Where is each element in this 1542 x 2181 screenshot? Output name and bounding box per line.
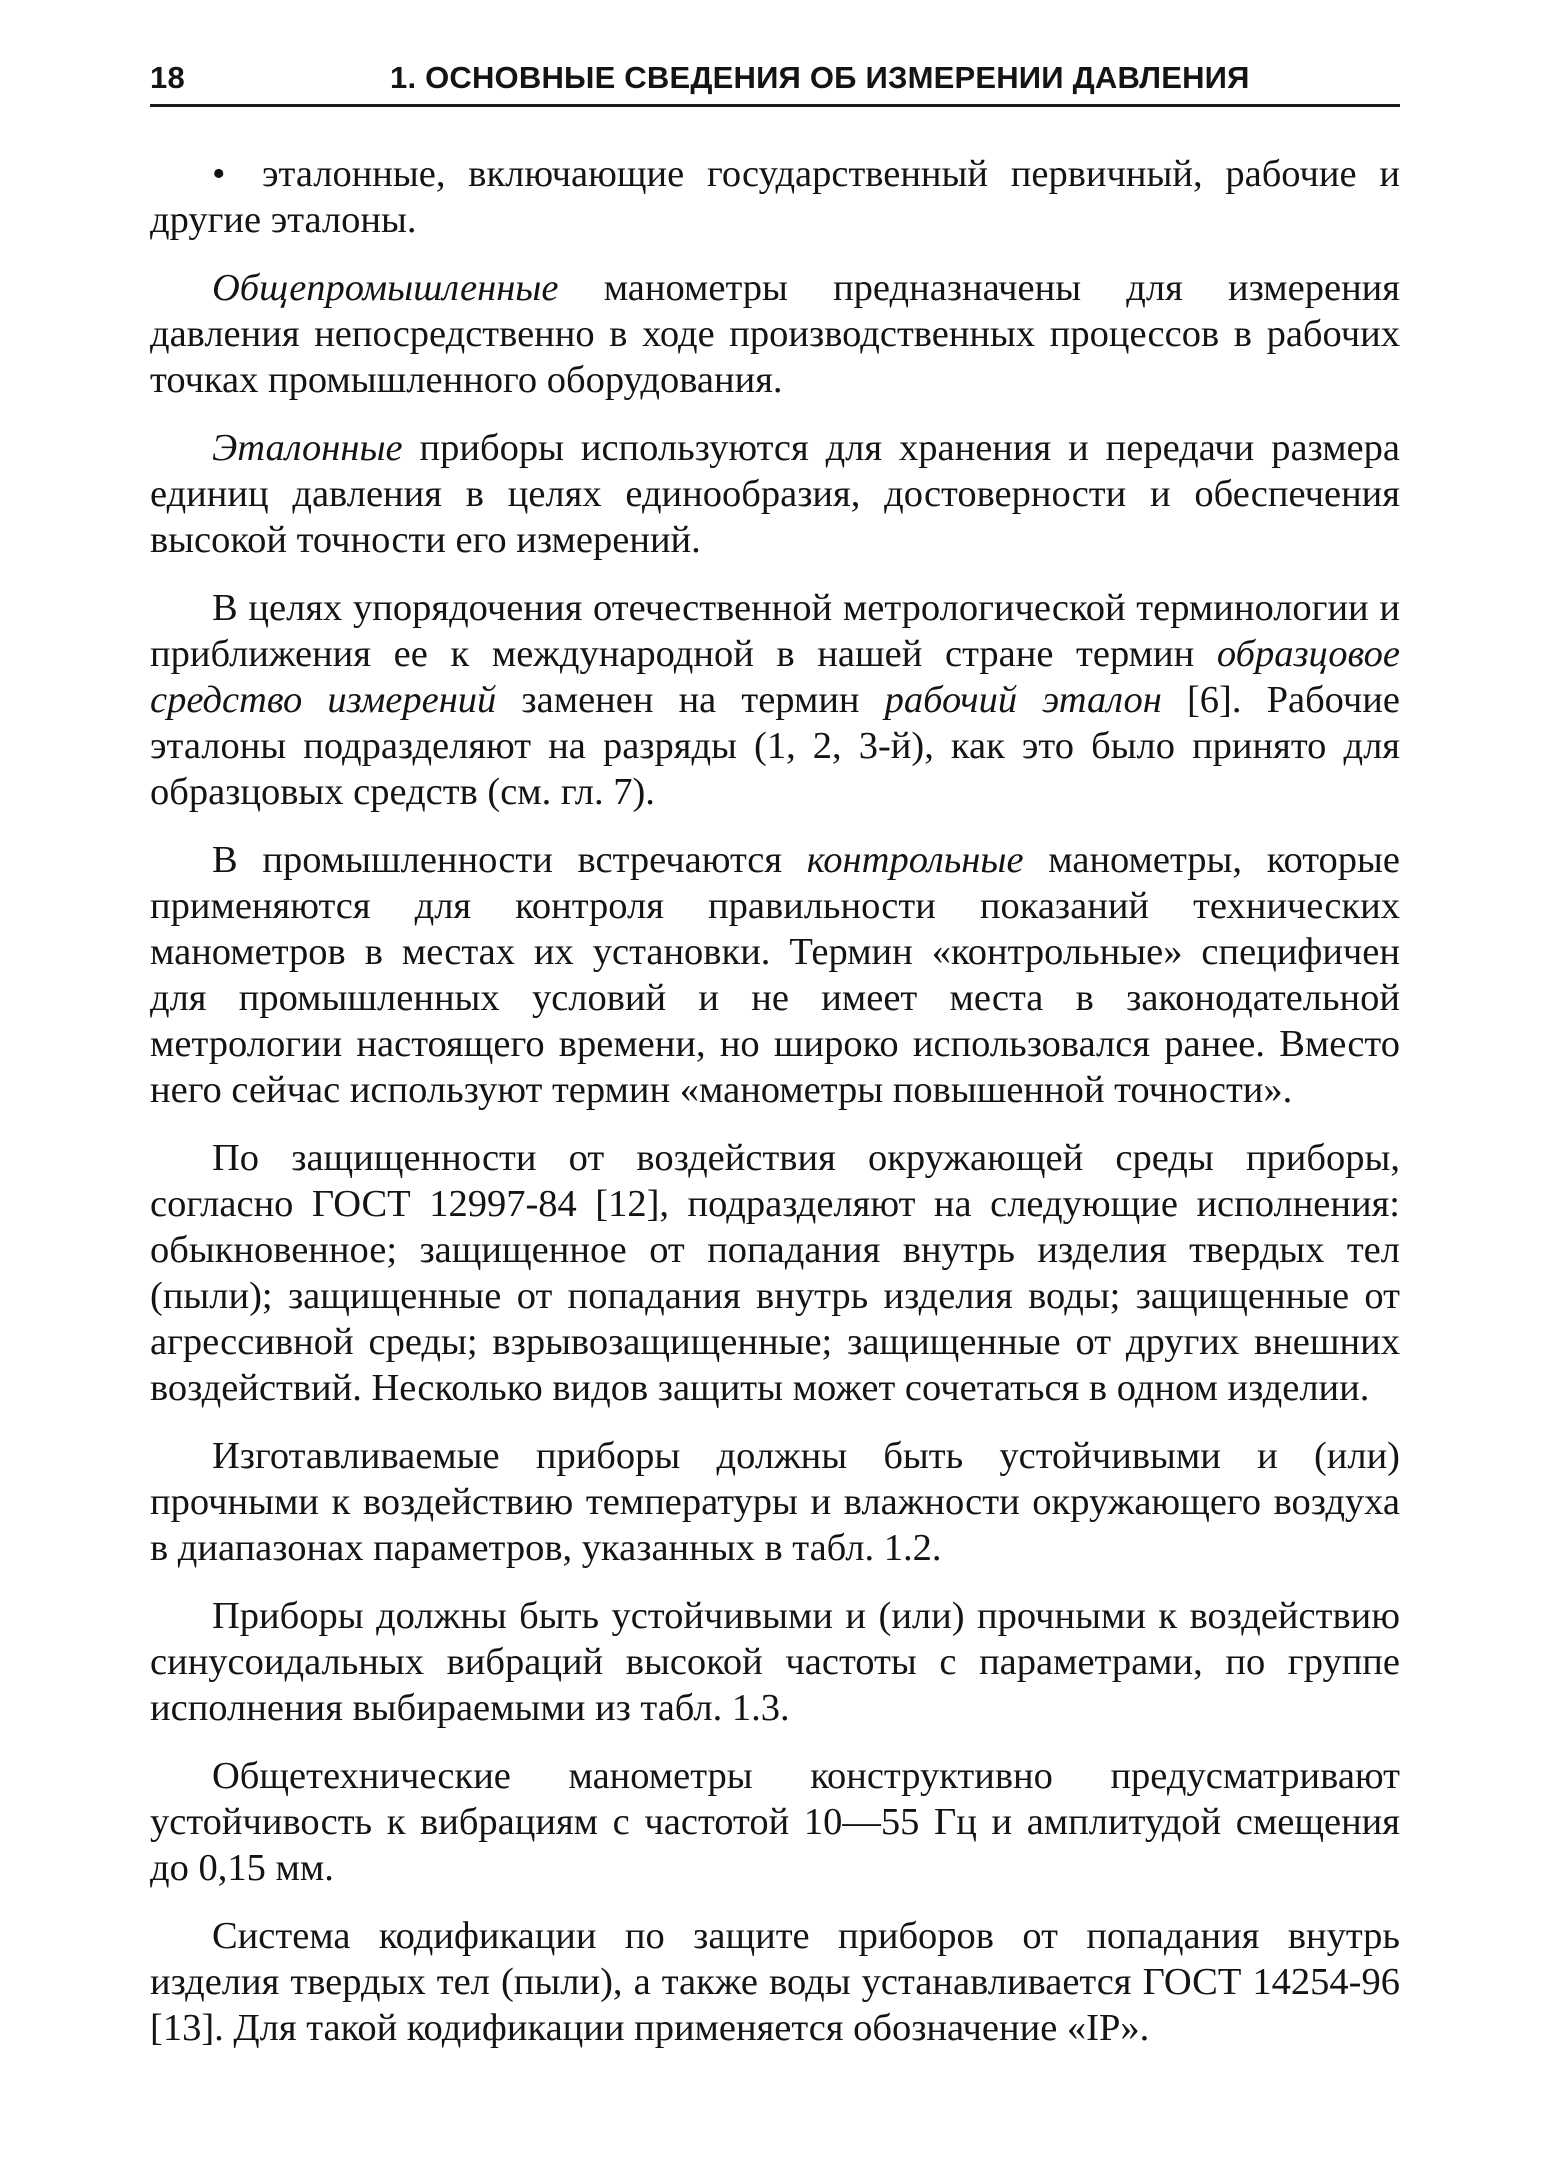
paragraph-control-gauges <box>150 837 1400 1113</box>
term-working-standard: рабочий эталон <box>884 679 1162 721</box>
term-control: контрольные <box>806 839 1024 881</box>
bullet-text: эталонные, включающие государственный первичный, рабочие и другие эталоны. <box>150 153 1400 241</box>
paragraph-general-technical: Общетехнические манометры конструктивно предусматривают устойчивость к вибрациям с частотой 10—55 Гц и амплитудой смещения до 0,15 мм. <box>150 1755 1400 1889</box>
paragraph-text: заменен на термин <box>496 679 885 721</box>
term-general-industrial: Общепромышленные <box>212 267 559 309</box>
paragraph-text: манометры, которые применяются для контроля правильности показаний технических манометров в местах их установки. Термин «контрольные» специфичен для промышленных условий и не имеет места в законодательной метрологии настоящего времени, но широко использовался ранее. Вместо него сейчас используют термин «манометры повышенной точности». <box>150 839 1401 1111</box>
paragraph-text: В промышленности встречаются <box>212 839 807 881</box>
term-reference: Эталонные <box>212 427 403 469</box>
paragraph-text: В целях упорядочения отечественной метрологической терминологии и приближения ее к международной в нашей стране термин <box>150 587 1400 675</box>
bullet-item <box>150 151 1400 243</box>
paragraph-ip-codification: Система кодификации по защите приборов от попадания внутрь изделия твердых тел (пыли), а также воды устанавливается ГОСТ 14254-96 [13]. Для такой кодификации применяется обозначение «IP». <box>150 1915 1400 2049</box>
page-body <box>150 151 1400 2051</box>
paragraph-reference <box>150 425 1400 563</box>
page-header <box>150 60 1400 107</box>
bullet-marker: • <box>212 153 226 195</box>
paragraph-text: манометры предназначены для измерения давления непосредственно в ходе производственных процессов в рабочих точках промышленного оборудования. <box>150 267 1400 401</box>
paragraph-general-industrial <box>150 265 1400 403</box>
term-sample-measuring-tool: образцовое средство измерений <box>150 633 1400 721</box>
page-number: 18 <box>150 60 185 95</box>
paragraph-text: приборы используются для хранения и передачи размера единиц давления в целях единообразия, достоверности и обеспечения высокой точности его измерений. <box>150 427 1400 561</box>
paragraph-terminology <box>150 585 1400 815</box>
paragraph-protection: По защищенности от воздействия окружающей среды приборы, согласно ГОСТ 12997-84 [12], подразделяют на следующие исполнения: обыкновенное; защищенное от попадания внутрь изделия твердых тел (пыли); защищенные от попадания внутрь изделия воды; защищенные от агрессивной среды; взрывозащищенные; защищенные от других внешних воздействий. Несколько видов защиты может сочетаться в одном изделии. <box>150 1137 1400 1409</box>
paragraph-temperature: Изготавливаемые приборы должны быть устойчивыми и (или) прочными к воздействию температуры и влажности окружающего воздуха в диапазонах параметров, указанных в табл. 1.2. <box>150 1435 1400 1569</box>
paragraph-vibration: Приборы должны быть устойчивыми и (или) прочными к воздействию синусоидальных вибраций высокой частоты с параметрами, по группе исполнения выбираемыми из табл. 1.3. <box>150 1595 1400 1729</box>
running-title: 1. ОСНОВНЫЕ СВЕДЕНИЯ ОБ ИЗМЕРЕНИИ ДАВЛЕНИЯ <box>390 60 1250 95</box>
book-page <box>150 60 1400 2073</box>
paragraph-text: [6]. Рабочие эталоны подразделяют на разряды (1, 2, 3-й), как это было принято для образцовых средств (см. гл. 7). <box>150 679 1400 813</box>
